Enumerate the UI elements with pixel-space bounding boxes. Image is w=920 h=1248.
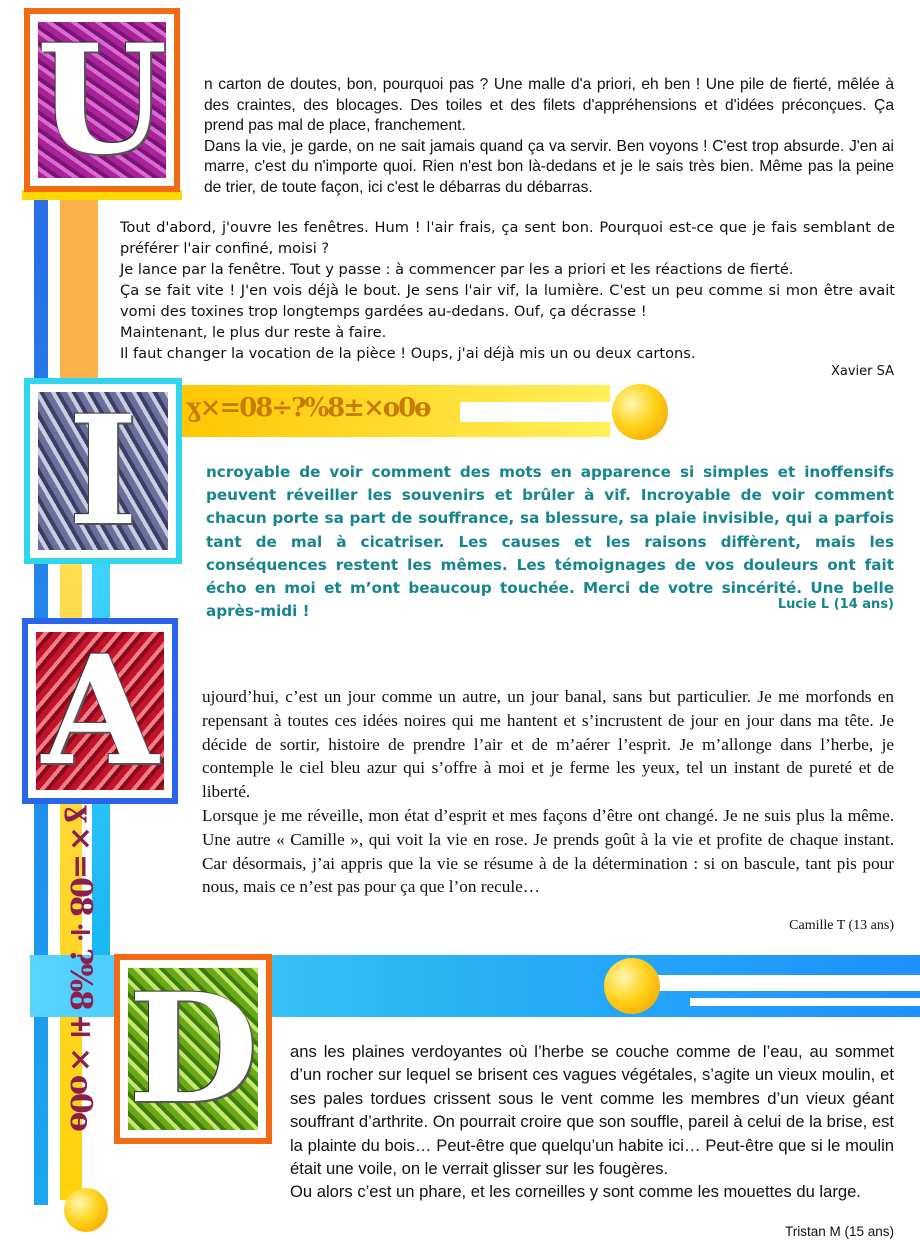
- paragraph: Il faut changer la vocation de la pièce ! Oups, j'ai déjà mis un ou deux cartons.: [120, 345, 696, 362]
- paragraph: ncroyable de voir comment des mots en apparence si simples et inoffensifs peuvent réveiller les souvenirs et brûler à vif. Incroyable de voir comment chacun porte sa part de souffrance, sa blessure, sa plaie invisible, qui a parfois tant de mal à cicatriser. Les causes et les raisons diffèrent, mais les conséquences restent les mêmes. Les témoignages de vos douleurs ont fait écho en moi et m’ont beaucoup touchée. Merci de votre sincérité. Une belle après-midi !: [206, 463, 894, 621]
- text-block-u-intro: [204, 75, 894, 198]
- drop-cap-letter: U: [36, 12, 168, 188]
- drop-cap-letter: D: [127, 961, 259, 1137]
- author-signature: Camille T (13 ans): [789, 918, 894, 933]
- drop-cap-letter: I: [67, 383, 139, 559]
- text-block-d: [290, 1040, 894, 1204]
- paragraph: Tout d'abord, j'ouvre les fenêtres. Hum ! l'air frais, ça sent bon. Pourquoi est-ce que je fais semblant de préférer l'air confiné, moisi ?: [120, 219, 895, 257]
- text-block-a: [202, 685, 894, 899]
- paragraph: ans les plaines verdoyantes où l’herbe se couche comme de l’eau, au sommet d’un rocher sur lequel se brisent ces vagues végétales, s’agite un vieux moulin, et ses pales tordues crissent sous le vent comme les membres d’un vieux géant souffrant d’arthrite. On pourrait croire que son souffle, pareil à celui de la brise, est la plainte du bois… Peut-être que quelqu’un habite ici… Peut-être que si le moulin était une voile, on le verrait glisser sur les fougères.: [290, 1042, 894, 1179]
- drop-cap-u: [24, 8, 180, 192]
- author-signature: Xavier SA: [830, 364, 894, 379]
- drop-cap-a: [22, 618, 178, 804]
- paragraph: Ça se fait vite ! J'en vois déjà le bout. Je sens l'air vif, la lumière. C'est un peu comme si mon être avait vomi des toxines trop longtemps gardées au-dedans. Ouf, ça décrasse !: [120, 282, 895, 320]
- paragraph: Je lance par la fenêtre. Tout y passe : à commencer par les a priori et les réactions de fierté.: [120, 261, 794, 278]
- drop-cap-i: [24, 378, 182, 564]
- author-signature: Tristan M (15 ans): [784, 1224, 894, 1239]
- text-block-u-body: [120, 217, 895, 364]
- decorative-glyph-row: ɣ×=08÷?%8±×o0ɵ: [186, 393, 430, 423]
- sun-sphere-icon: [604, 958, 660, 1014]
- white-band-highlight: [460, 402, 610, 422]
- paragraph: Lorsque je me réveille, mon état d’esprit et mes façons d’être ont changé. Je ne suis plus la même. Une autre « Camille », qui voit la vie en rose. Je prends goût à la vie et profite de chaque instant. Car désormais, j’ai appris que la vie se résume à de la détermination : si on bascule, tant pis pour nous, mais ce n’est pas pour ça que l’on recule…: [202, 805, 894, 897]
- orange-vertical-stripe: [60, 195, 98, 395]
- paragraph: Maintenant, le plus dur reste à faire.: [120, 324, 387, 341]
- decorative-glyph-column: ɣ×=08÷?%8±×o0ɵ: [58, 805, 98, 1130]
- paragraph: Dans la vie, je garde, on ne sait jamais quand ça va servir. Ben voyons ! C'est trop absurde. J'en ai marre, c'est du n'importe quoi. Rien n'est bon là-dedans et je le sais très bien. Même pas la peine de trier, de toute façon, ici c'est le débarras du débarras.: [204, 137, 894, 196]
- paragraph: Ou alors c’est un phare, et les corneilles y sont comme les mouettes du large.: [290, 1182, 861, 1202]
- white-band-highlight: [650, 975, 920, 991]
- author-signature: Lucie L (14 ans): [777, 597, 894, 612]
- sun-sphere-icon: [64, 1188, 108, 1232]
- drop-cap-d: [114, 954, 272, 1144]
- paragraph: ujourd’hui, c’est un jour comme un autre, un jour banal, sans but particulier. Je me morfonds en repensant à toutes ces idées noires qui me hantent et s’incrustent de jour en jour dans ma tête. Je décide de sortir, histoire de prendre l’air et de m’aérer l’esprit. Je m’allonge dans l’herbe, je contemple le ciel bleu azur qui s’offre à moi et je ferme les yeux, tel un instant de pureté et de liberté.: [202, 687, 894, 802]
- paragraph: n carton de doutes, bon, pourquoi pas ? Une malle d'a priori, eh ben ! Une pile de fierté, mêlée à des craintes, des blocages. Des toiles et des filets d'appréhensions et d'idées préconçues. Ça prend pas mal de place, franchement.: [204, 76, 894, 134]
- sun-sphere-icon: [612, 384, 668, 440]
- white-band-highlight: [690, 998, 920, 1006]
- drop-cap-letter: A: [41, 623, 159, 799]
